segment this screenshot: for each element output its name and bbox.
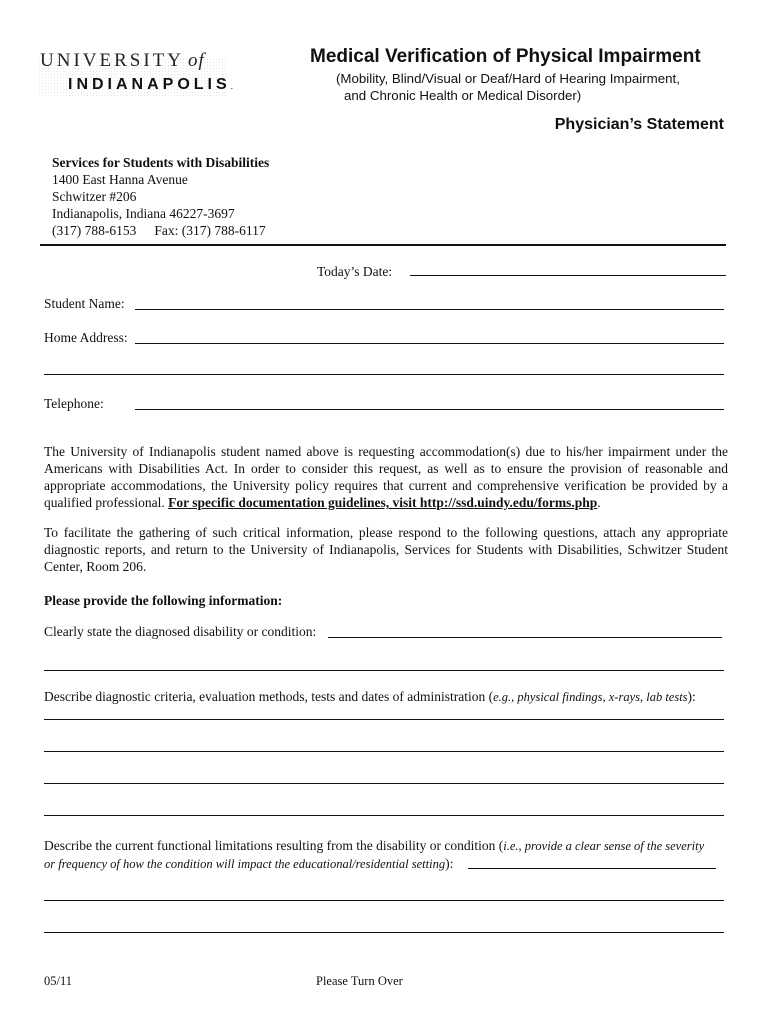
telephone-label: Telephone:: [44, 396, 104, 411]
limitations-text: Describe the current functional limitations resulting from the disability or condition (: [44, 838, 504, 853]
criteria-examples: e.g., physical findings, x-rays, lab tests: [493, 690, 688, 704]
form-date-code: 05/11: [44, 974, 73, 988]
office-city: Indianapolis, Indiana 46227-3697: [52, 206, 235, 221]
question-limitations-label-2: [44, 856, 453, 872]
limitations-end: ):: [445, 856, 454, 871]
diagnosis-field[interactable]: [328, 637, 722, 638]
question-diagnosis-label: Clearly state the diagnosed disability or condition:: [44, 624, 317, 639]
telephone-field[interactable]: [135, 409, 724, 410]
logo-indianapolis: INDIANAPOLIS: [68, 76, 231, 93]
criteria-text: Describe diagnostic criteria, evaluation methods, tests and dates of administration (: [44, 689, 494, 704]
student-name-label: Student Name:: [44, 296, 125, 311]
limitations-italic-a: i.e., provide a clear sense of the severity: [503, 839, 705, 853]
header-divider: [40, 244, 726, 246]
criteria-end: ):: [687, 689, 696, 704]
office-phone-fax: [52, 222, 269, 239]
home-address-field-line-2[interactable]: [44, 374, 724, 375]
criteria-field-line-3[interactable]: [44, 783, 724, 784]
instructions-paragraph: To facilitate the gathering of such critical information, please respond to the following questions, attach any appropriate diagnostic reports, and return to the University of Indianapolis, Services for Students with Disabilities, Schwitzer Student Center, Room 206.: [44, 525, 728, 574]
office-room: Schwitzer #206: [52, 189, 137, 204]
office-address: [52, 154, 269, 239]
page-title: Medical Verification of Physical Impairment: [310, 46, 701, 67]
question-limitations-label: [44, 838, 704, 854]
office-fax: Fax: (317) 788-6117: [154, 223, 266, 238]
page-subtitle: [336, 70, 736, 104]
turn-over-note: Please Turn Over: [316, 974, 403, 988]
question-criteria-label: [44, 689, 696, 705]
request-text: The University of Indianapolis student named above is requesting accommodation(s) due to his/her impairment under the Americans with Disabilities Act. In order to consider this request, as well as to ensure the provision of reasonable and appropriate accommodations, the University policy requires that current and comprehensive verification be provided by a qualified professional.: [44, 444, 728, 510]
university-logo-bottom: [68, 76, 237, 94]
request-end: .: [597, 495, 601, 510]
request-paragraph: [44, 443, 728, 511]
limitations-italic-b: or frequency of how the condition will impact the educational/residential setting: [44, 857, 446, 871]
todays-date-field[interactable]: [410, 275, 726, 276]
criteria-field-line-1[interactable]: [44, 719, 724, 720]
home-address-label: Home Address:: [44, 330, 128, 345]
subtitle-line-2: and Chronic Health or Medical Disorder): [344, 88, 582, 103]
student-name-field[interactable]: [135, 309, 724, 310]
office-phone: (317) 788-6153: [52, 223, 137, 238]
office-street: 1400 East Hanna Avenue: [52, 172, 188, 187]
logo-university: UNIVERSITY: [40, 50, 184, 71]
provide-info-heading: Please provide the following information:: [44, 593, 283, 608]
office-name: Services for Students with Disabilities: [52, 155, 270, 170]
limitations-field-line-2[interactable]: [44, 900, 724, 901]
home-address-field[interactable]: [135, 343, 724, 344]
subtitle-line-1: (Mobility, Blind/Visual or Deaf/Hard of Hearing Impairment,: [336, 71, 680, 86]
criteria-field-line-4[interactable]: [44, 815, 724, 816]
logo-mark: .: [230, 81, 238, 91]
todays-date-label: Today’s Date:: [317, 264, 393, 279]
limitations-field-line-3[interactable]: [44, 932, 724, 933]
limitations-field[interactable]: [468, 868, 716, 869]
university-logo-top: [40, 50, 205, 72]
diagnosis-field-line-2[interactable]: [44, 670, 724, 671]
documentation-guidelines-link[interactable]: For specific documentation guidelines, visit http://ssd.uindy.edu/forms.php: [168, 495, 598, 510]
physicians-statement-heading: Physician’s Statement: [554, 116, 724, 133]
logo-of: of: [188, 50, 205, 71]
criteria-field-line-2[interactable]: [44, 751, 724, 752]
